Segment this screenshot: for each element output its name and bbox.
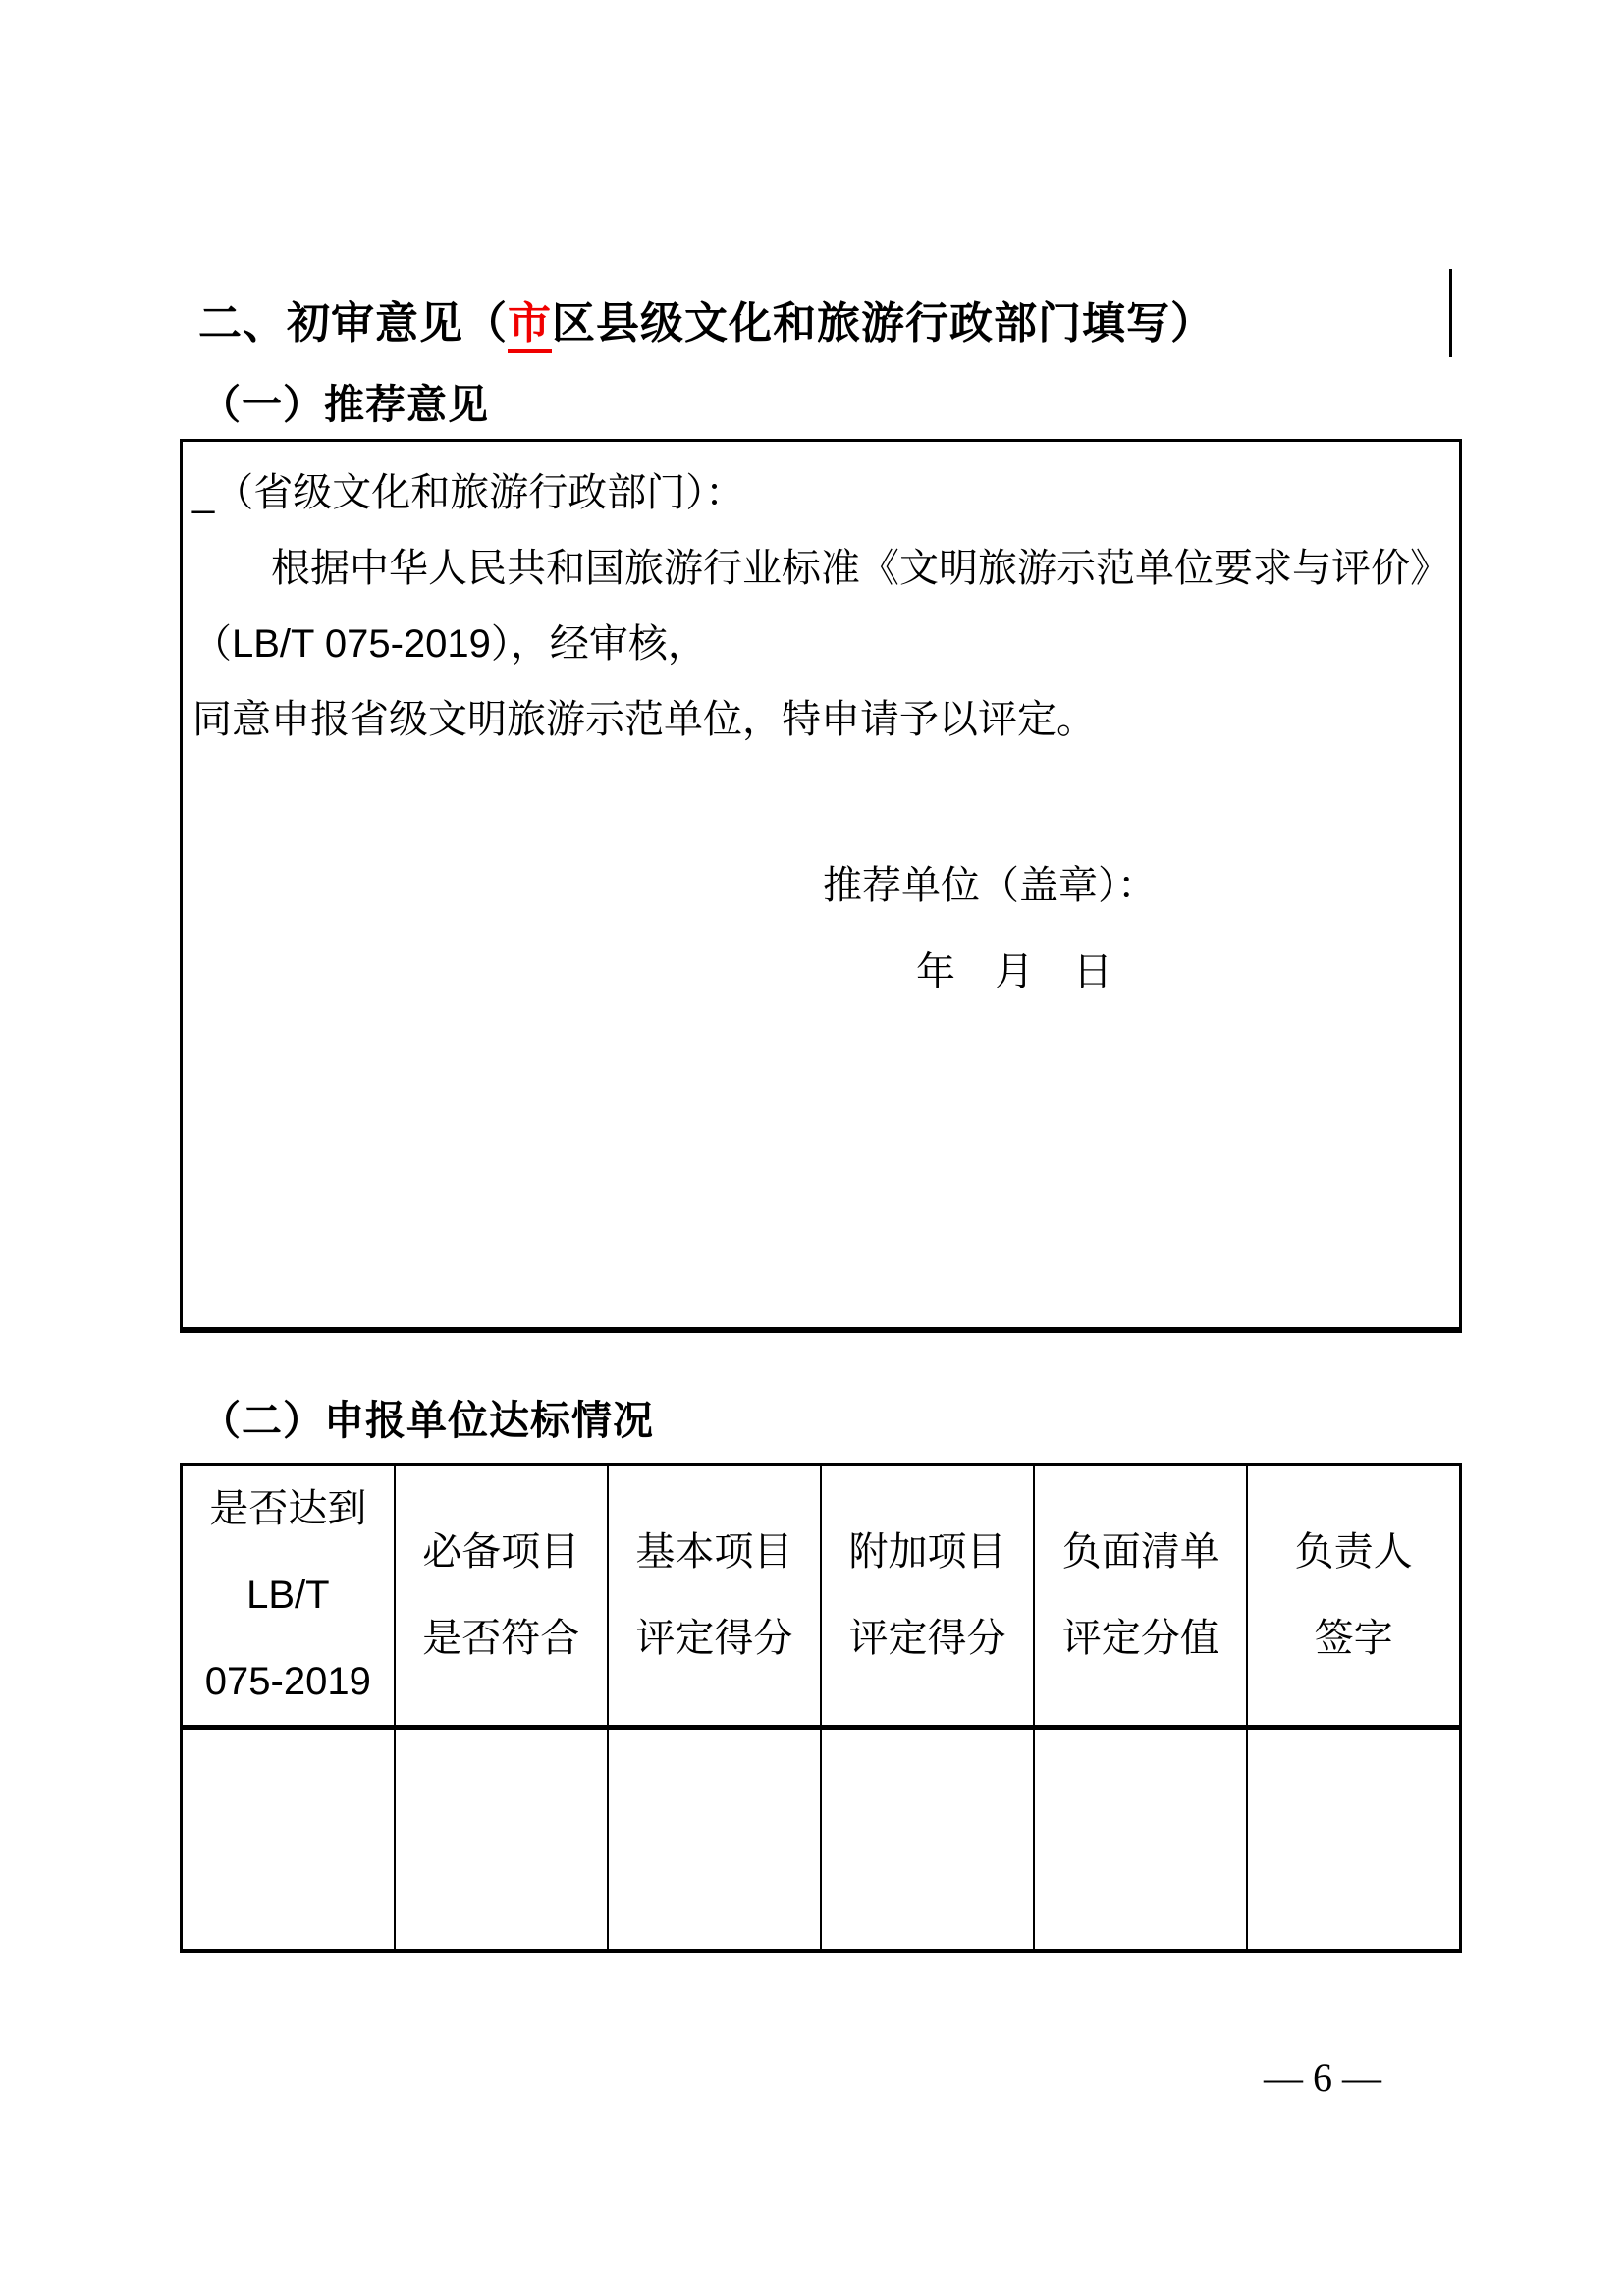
header-line: 负责人 (1294, 1530, 1413, 1574)
blank-cell-responsible-signature[interactable] (1247, 1728, 1460, 1951)
section-heading-suffix: 区县级文化和旅游行政部门填写） (552, 299, 1215, 347)
header-line: 评定得分 (848, 1617, 1006, 1660)
header-cell-additional-items-score (821, 1465, 1034, 1728)
recommendation-addressee-line: _（省级文化和旅游行政部门）： (192, 471, 745, 514)
header-line: 签字 (1314, 1617, 1393, 1660)
revision-bar (1449, 269, 1452, 357)
header-cell-basic-items-score (608, 1465, 821, 1728)
recommendation-box (180, 439, 1462, 1333)
header-line: 是否达到 (209, 1487, 367, 1530)
blank-cell-additional-items-score[interactable] (821, 1728, 1034, 1951)
header-line: LB/T (246, 1574, 330, 1617)
header-line: 附加项目 (848, 1530, 1006, 1574)
header-line: 必备项目 (422, 1530, 580, 1574)
header-cell-required-items (395, 1465, 608, 1728)
subsection-2-heading: （二）申报单位达标情况 (200, 1398, 654, 1443)
blank-cell-standard-met[interactable] (182, 1728, 395, 1951)
stamp-label: 推荐单位（盖章）： (823, 864, 1157, 907)
header-line: 基本项目 (635, 1530, 793, 1574)
header-cell-negative-list-score (1034, 1465, 1247, 1728)
page-number: — 6 — (1264, 2056, 1381, 2100)
compliance-table-header-row (182, 1465, 1461, 1728)
header-line: 评定分值 (1061, 1617, 1219, 1660)
blank-cell-basic-items-score[interactable] (608, 1728, 821, 1951)
compliance-table (180, 1463, 1462, 1953)
subsection-1-heading: （一）推荐意见 (200, 382, 489, 427)
header-line: 负面清单 (1061, 1530, 1219, 1574)
section-heading (198, 288, 1215, 350)
recommendation-body-line-1: 根据中华人民共和国旅游行业标准《文明旅游示范单位要求与评价》 (271, 547, 1449, 590)
header-cell-standard-met (182, 1465, 395, 1728)
blank-cell-negative-list-score[interactable] (1034, 1728, 1247, 1951)
recommendation-body-line-2: （LB/T 075-2019），经审核， (192, 622, 707, 666)
date-label: 年 月 日 (916, 950, 1112, 993)
header-cell-responsible-signature (1247, 1465, 1460, 1728)
section-heading-highlight: 市 (508, 299, 552, 353)
section-heading-prefix: 二、初审意见（ (198, 299, 508, 347)
header-line: 评定得分 (635, 1617, 793, 1660)
header-line: 是否符合 (422, 1617, 580, 1660)
recommendation-body-line-3: 同意申报省级文明旅游示范单位，特申请予以评定。 (192, 698, 1096, 741)
compliance-table-blank-row (182, 1728, 1461, 1951)
blank-cell-required-items[interactable] (395, 1728, 608, 1951)
header-line: 075-2019 (204, 1660, 371, 1703)
